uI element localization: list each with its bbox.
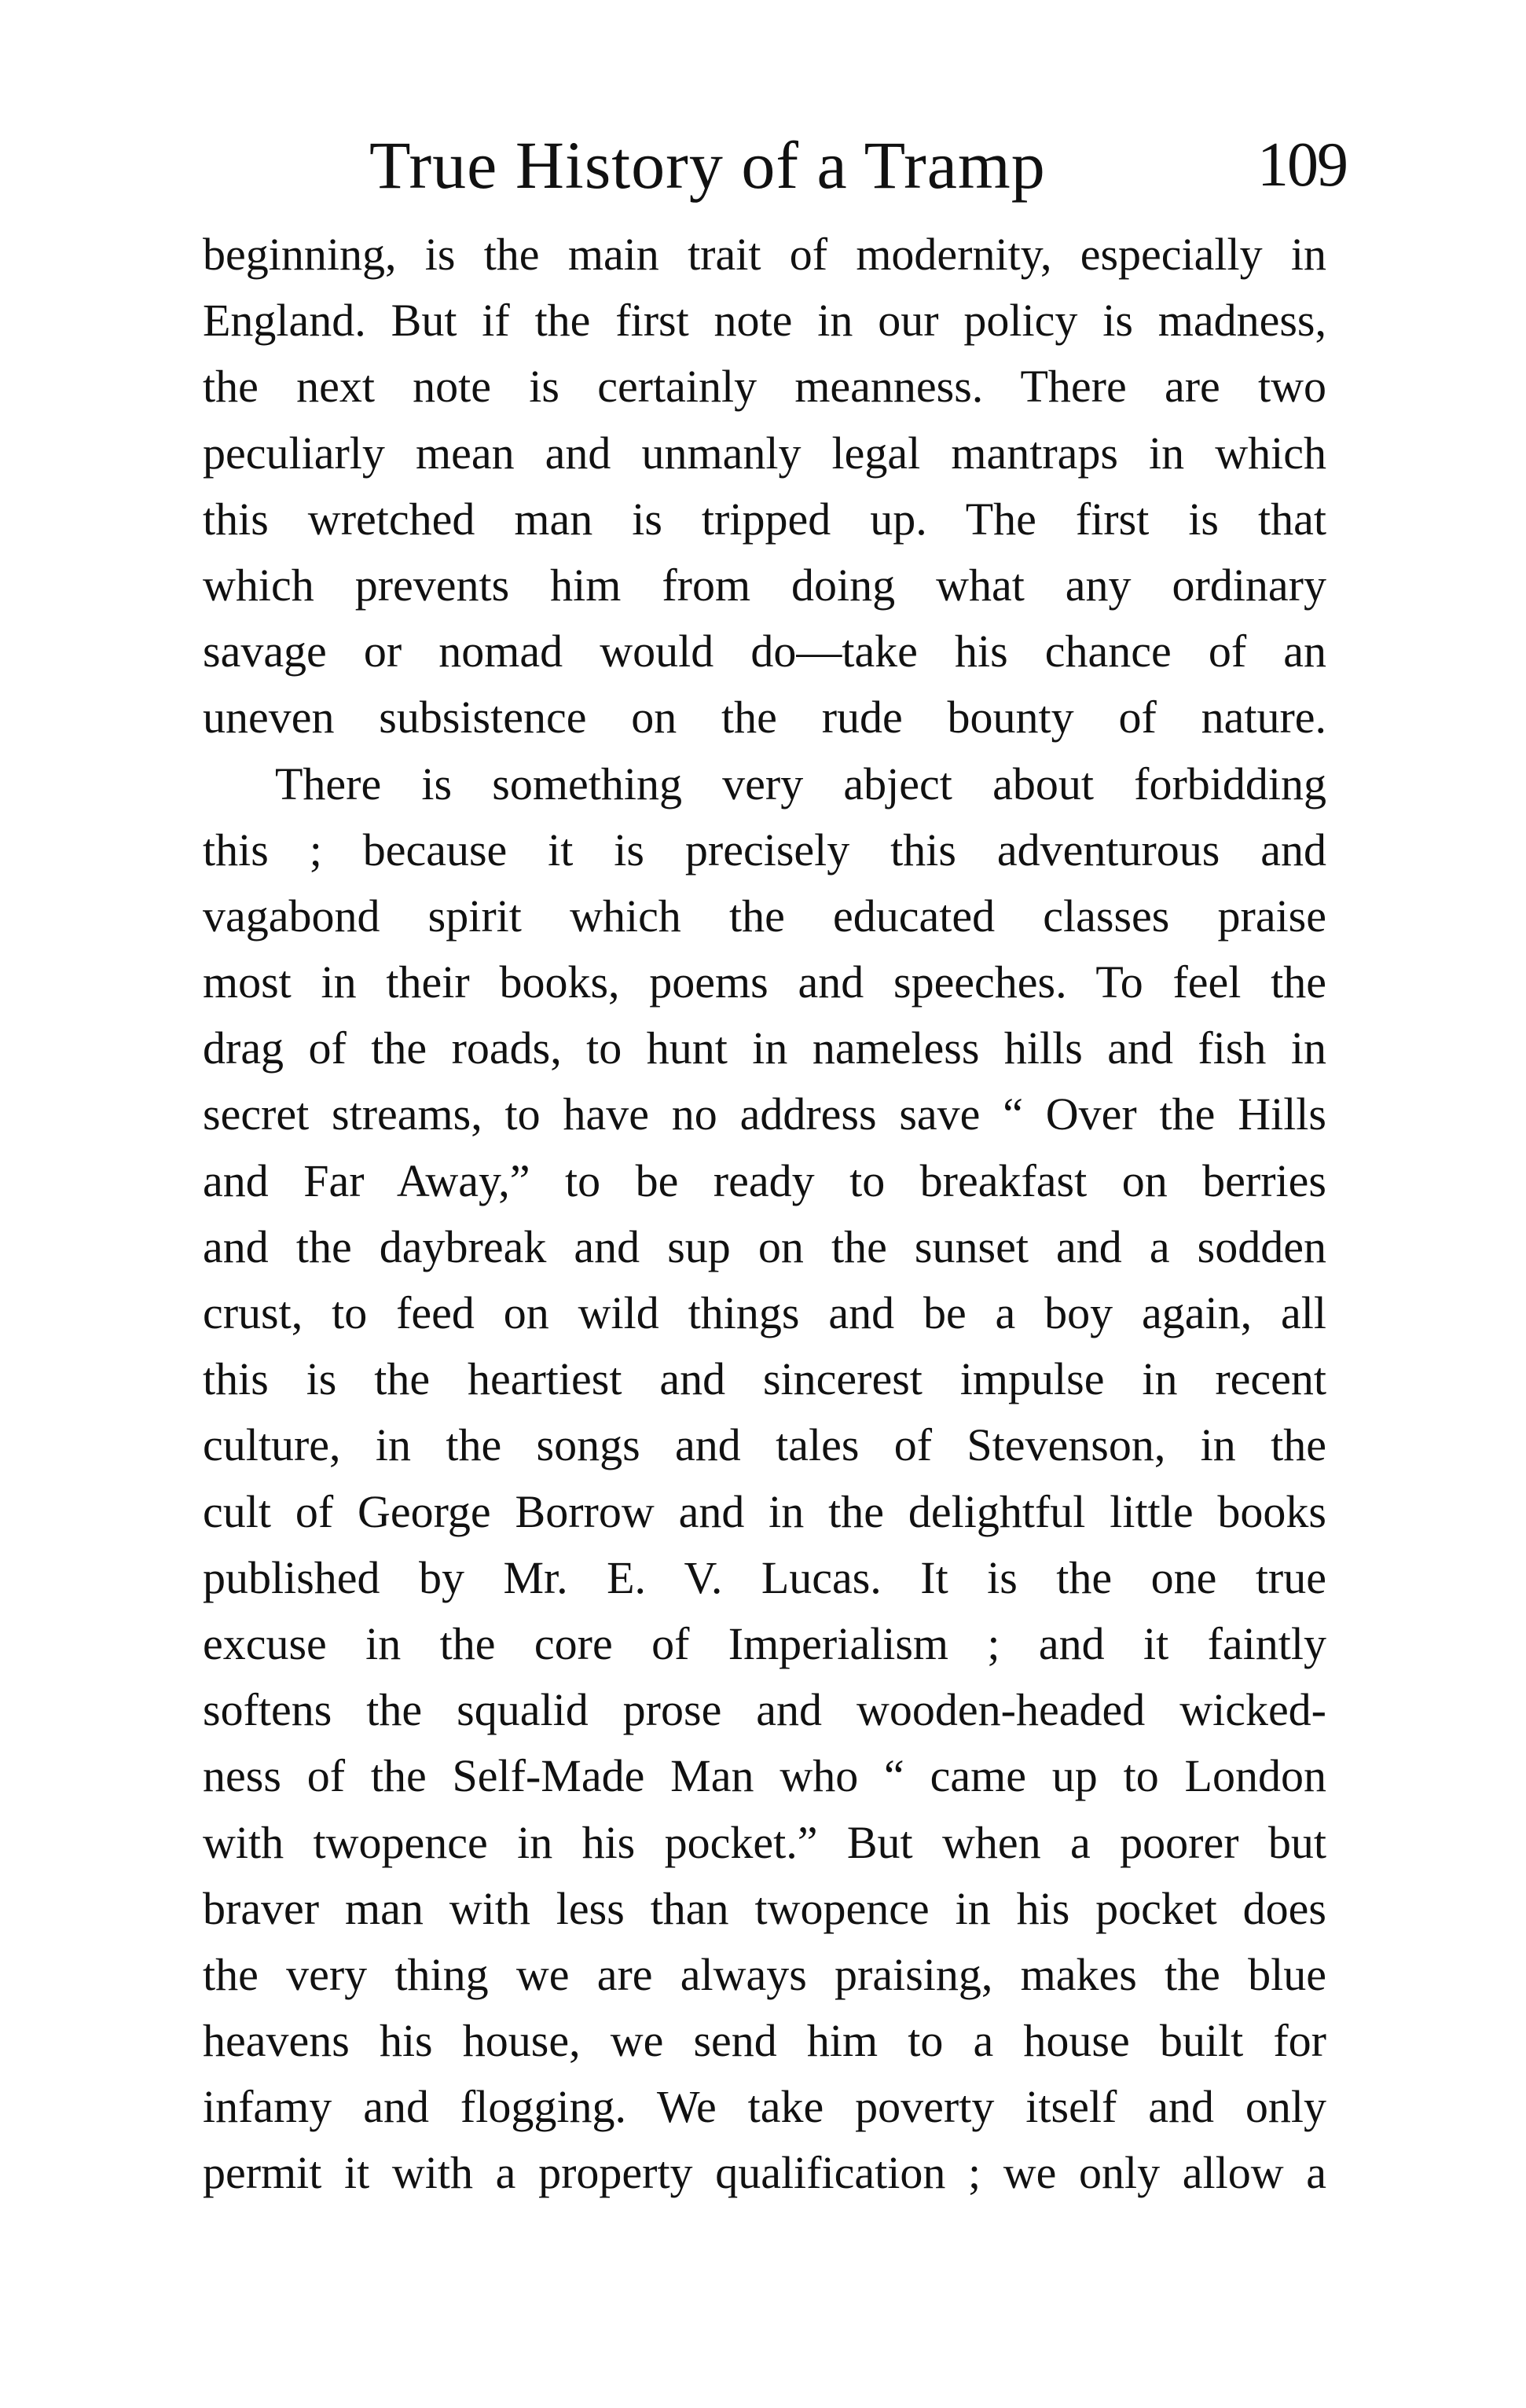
text-line: beginning, is the main trait of modernity, especially in xyxy=(203,229,1326,280)
text-line: vagabond spirit which the educated classes praise xyxy=(203,890,1326,942)
running-header xyxy=(0,126,1526,204)
text-line: cult of George Borrow and in the delightful little books xyxy=(203,1485,1326,1537)
text-line: published by Mr. E. V. Lucas. It is the one true xyxy=(203,1551,1326,1603)
text-line: most in their books, poems and speeches. To feel the xyxy=(203,956,1326,1008)
text-line: ness of the Self-Made Man who “ came up to London xyxy=(203,1750,1326,1802)
text-line: England. But if the first note in our policy is madness, xyxy=(203,295,1326,347)
text-line: There is something very abject about forbidding xyxy=(275,758,1326,809)
text-line: uneven subsistence on the rude bounty of nature. xyxy=(203,692,1326,743)
body-text xyxy=(203,222,1326,2207)
text-line: culture, in the songs and tales of Stevenson, in the xyxy=(203,1419,1326,1471)
text-line: softens the squalid prose and wooden-headed wicked- xyxy=(203,1684,1326,1736)
text-line: drag of the roads, to hunt in nameless hills and fish in xyxy=(203,1022,1326,1074)
text-line: which prevents him from doing what any ordinary xyxy=(203,559,1326,611)
text-line: infamy and flogging. We take poverty itself and only xyxy=(203,2081,1326,2133)
text-line: heavens his house, we send him to a house built for xyxy=(203,2015,1326,2067)
text-line: and the daybreak and sup on the sunset and a sodden xyxy=(203,1221,1326,1272)
text-line: peculiarly mean and unmanly legal mantraps in which xyxy=(203,427,1326,479)
text-line: and Far Away,” to be ready to breakfast on berries xyxy=(203,1154,1326,1206)
running-title: True History of a Tramp xyxy=(369,127,1046,203)
text-line: crust, to feed on wild things and be a boy again, all xyxy=(203,1287,1326,1338)
text-line: the next note is certainly meanness. There are two xyxy=(203,361,1326,413)
text-line: this is the heartiest and sincerest impulse in recent xyxy=(203,1353,1326,1405)
text-line: the very thing we are always praising, makes the blue xyxy=(203,1948,1326,2000)
text-line: this wretched man is tripped up. The first is that xyxy=(203,493,1326,545)
text-line: savage or nomad would do—take his chance of an xyxy=(203,626,1326,677)
text-line: with twopence in his pocket.” But when a poorer but xyxy=(203,1816,1326,1868)
text-line: secret streams, to have no address save “ Over the Hills xyxy=(203,1088,1326,1140)
text-line: permit it with a property qualification ; we only allow a xyxy=(203,2147,1326,2199)
page-number: 109 xyxy=(1257,130,1347,200)
text-line: excuse in the core of Imperialism ; and it faintly xyxy=(203,1617,1326,1669)
text-line: this ; because it is precisely this adventurous and xyxy=(203,824,1326,875)
text-line: braver man with less than twopence in his pocket does xyxy=(203,1882,1326,1934)
